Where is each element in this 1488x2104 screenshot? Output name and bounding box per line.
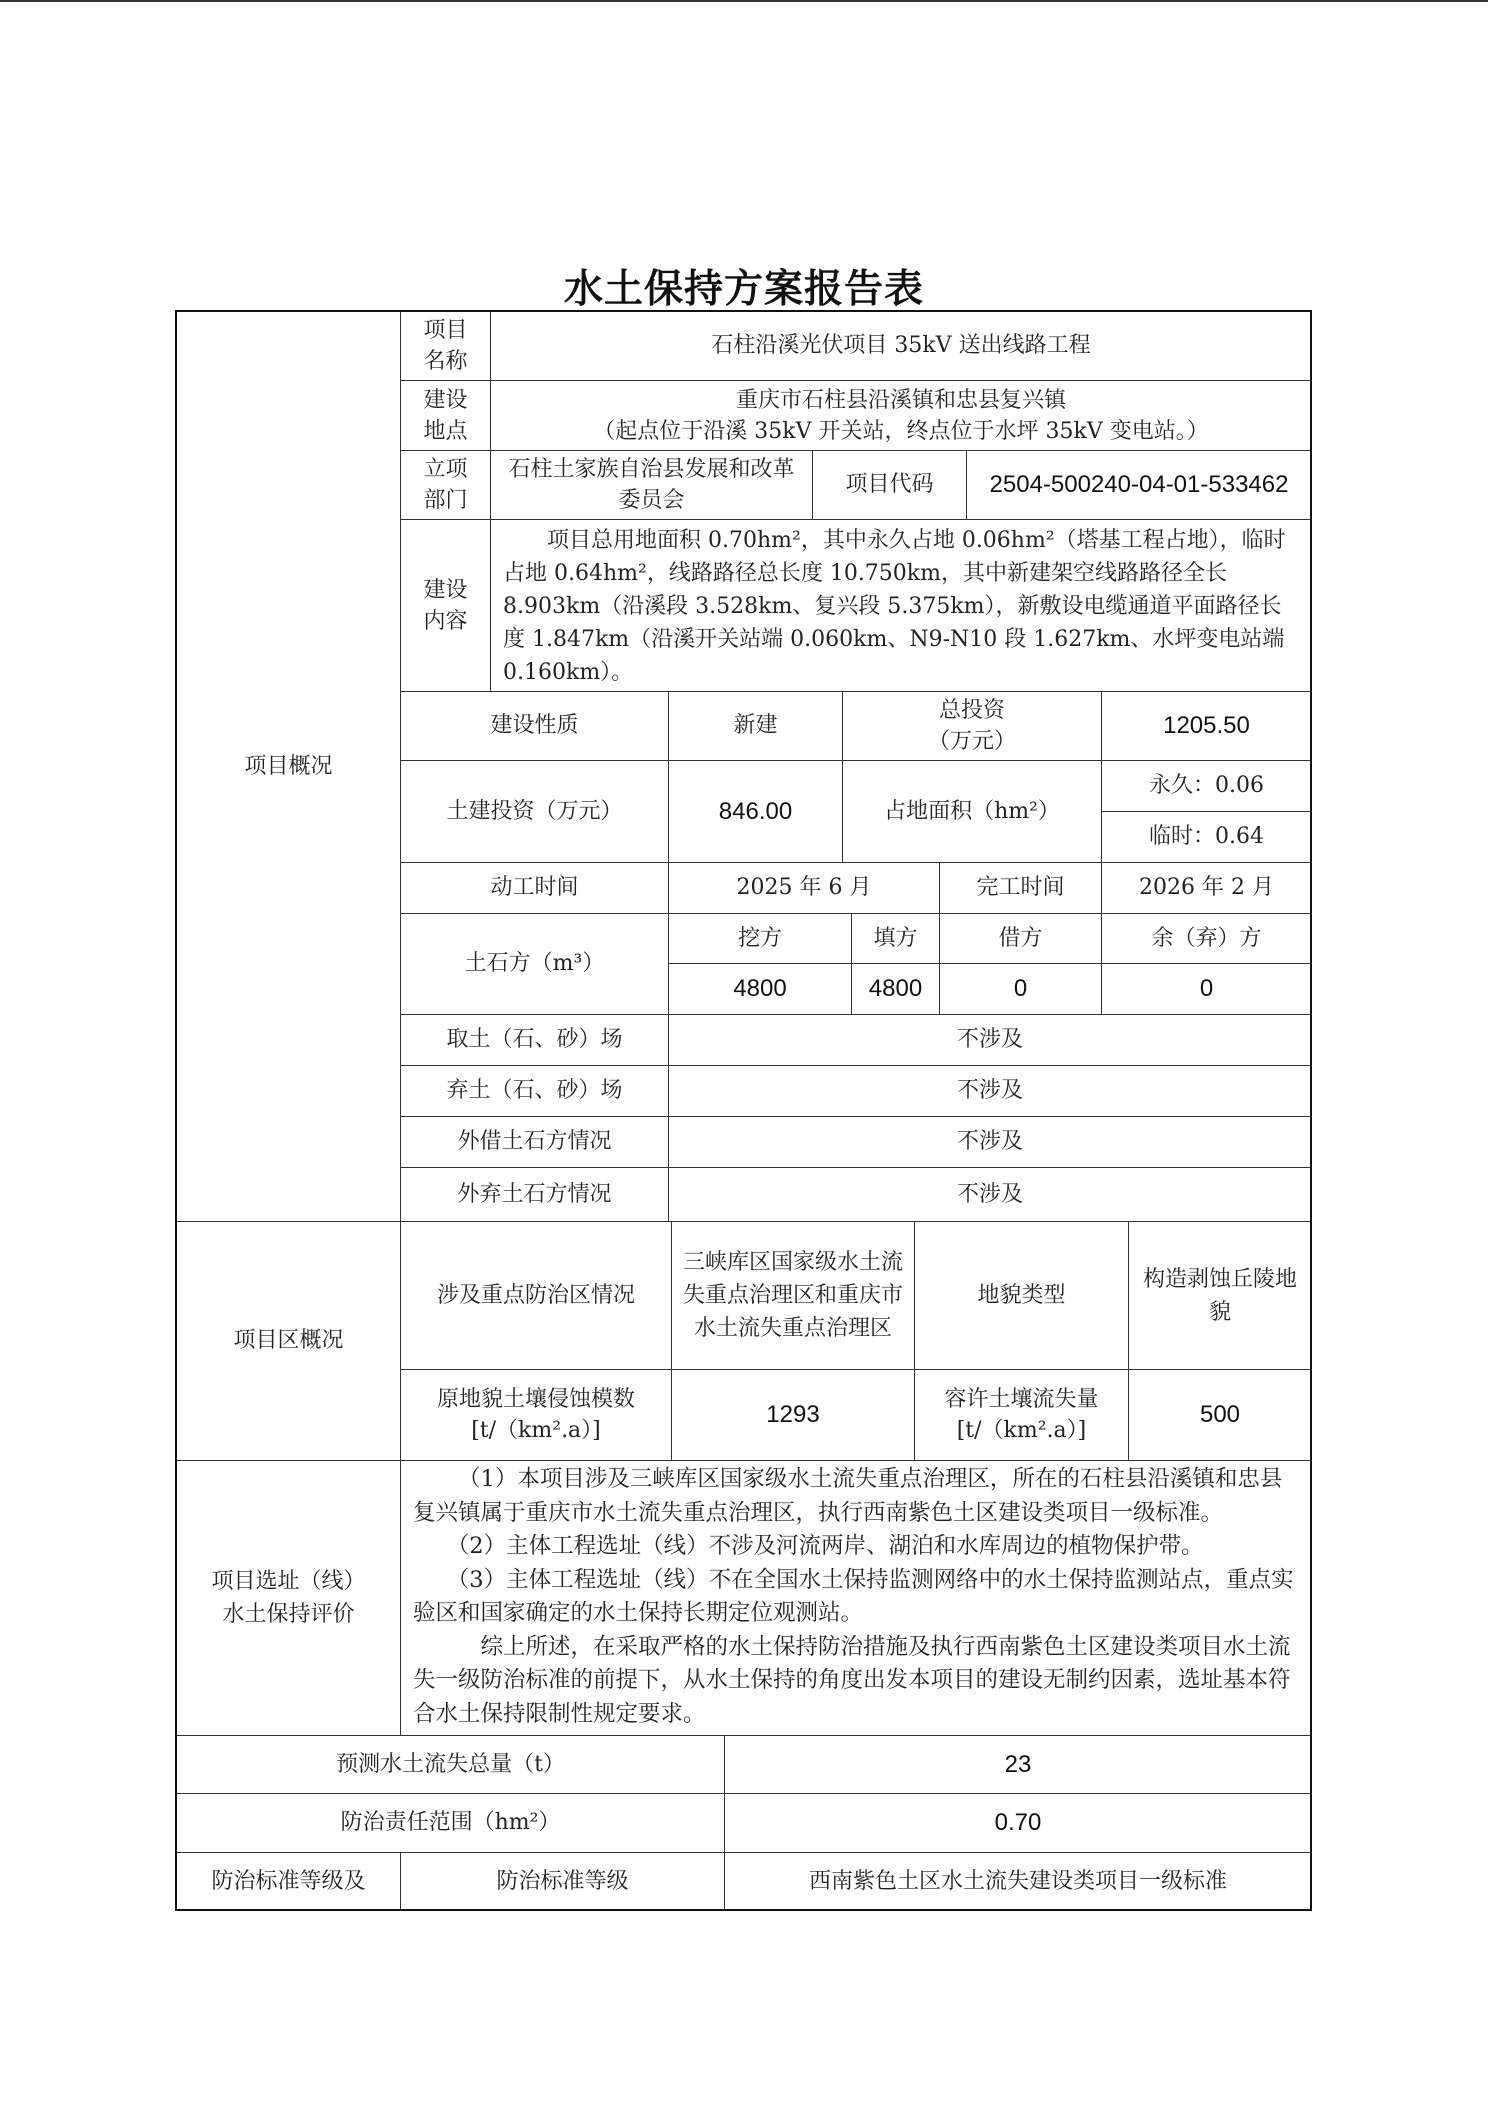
- page-top-border: [0, 0, 1488, 2]
- civil-invest-label: 土建投资（万元）: [400, 760, 669, 863]
- location-label: 建设 地点: [400, 380, 491, 451]
- earthwork-fill-value: 4800: [851, 963, 940, 1015]
- end-label: 完工时间: [939, 862, 1102, 914]
- location-line-1: 重庆市石柱县沿溪镇和忠县复兴镇: [735, 387, 1066, 413]
- land-permanent: 永久：0.06: [1101, 760, 1312, 812]
- spoil-site-label: 弃土（石、砂）场: [400, 1065, 669, 1117]
- section-project-overview: 项目概况: [176, 311, 401, 1222]
- start-value: 2025 年 6 月: [668, 862, 940, 914]
- standard-group-label: 防治标准等级及: [176, 1852, 401, 1911]
- earthwork-label: 土石方（m³）: [400, 913, 669, 1015]
- responsibility-scope-value: 0.70: [724, 1793, 1312, 1853]
- civil-invest-value: 846.00: [668, 760, 843, 863]
- borrow-pit-label: 取土（石、砂）场: [400, 1014, 669, 1066]
- dept: 石柱土家族自治县发展和改革委员会: [490, 450, 813, 520]
- project-name-label: 项目 名称: [400, 311, 491, 381]
- external-borrow-value: 不涉及: [668, 1116, 1312, 1168]
- standard-level-label: 防治标准等级: [400, 1852, 725, 1911]
- total-invest-value: 1205.50: [1101, 691, 1312, 761]
- code-label: 项目代码: [812, 450, 967, 520]
- content-cell: [490, 519, 1312, 692]
- standard-level-value: 西南紫色土区水土流失建设类项目一级标准: [724, 1852, 1312, 1911]
- landform-value: 构造剥蚀丘陵地貌: [1128, 1221, 1312, 1370]
- land-temporary: 临时：0.64: [1101, 811, 1312, 863]
- external-spoil-label: 外弃土石方情况: [400, 1167, 669, 1222]
- earthwork-header-surplus: 余（弃）方: [1101, 913, 1312, 964]
- allowable-loss-value: 500: [1128, 1369, 1312, 1461]
- earthwork-surplus-value: 0: [1101, 963, 1312, 1015]
- borrow-pit-value: 不涉及: [668, 1014, 1312, 1066]
- external-borrow-label: 外借土石方情况: [400, 1116, 669, 1168]
- evaluation-item-2: （2）主体工程选址（线）不涉及河流两岸、湖泊和水库周边的植物保护带。: [446, 1533, 1204, 1559]
- nature-value: 新建: [668, 691, 843, 761]
- earthwork-excavation-value: 4800: [668, 963, 852, 1015]
- evaluation-cell: [400, 1460, 1312, 1736]
- land-area-label: 占地面积（hm²）: [842, 760, 1102, 863]
- location-line-2: （起点位于沿溪 35kV 开关站，终点位于水坪 35kV 变电站。）: [593, 418, 1209, 444]
- end-value: 2026 年 2 月: [1101, 862, 1312, 914]
- predicted-loss-label: 预测水土流失总量（t）: [176, 1735, 725, 1794]
- predicted-loss-value: 23: [724, 1735, 1312, 1794]
- evaluation-item-3: （3）主体工程选址（线）不在全国水土保持监测网络中的水土保持监测站点，重点实验区和国家确定的水土保持长期定位观测站。: [413, 1566, 1294, 1626]
- evaluation-item-1: （1）本项目涉及三峡库区国家级水土流失重点治理区，所在的石柱县沿溪镇和忠县复兴镇属于重庆市水土流失重点治理区，执行西南紫色土区建设类项目一级标准。: [413, 1466, 1283, 1526]
- earthwork-header-borrow: 借方: [939, 913, 1102, 964]
- content-text: 项目总用地面积 0.70hm²，其中永久占地 0.06hm²（塔基工程占地），临时占地 0.64hm²，线路路径总长度 10.750km，其中新建架空线路路径全长 8.903km（沿溪段 3.528km、复兴段 5.375km），新敷设电缆通道平面路径长度 1.847km（沿溪开关站端 0.060km、N9-N10 段 1.627km、水坪变电站端 0.160km）。: [503, 528, 1286, 685]
- earthwork-header-excavation: 挖方: [668, 913, 852, 964]
- project-name: 石柱沿溪光伏项目 35kV 送出线路工程: [490, 311, 1312, 381]
- evaluation-summary: 综上所述，在采取严格的水土保持防治措施及执行西南紫色土区建设类项目水土流失一级防治标准的前提下，从水土保持的角度出发本项目的建设无制约因素，选址基本符合水土保持限制性规定要求。: [413, 1633, 1291, 1727]
- start-label: 动工时间: [400, 862, 669, 914]
- landform-label: 地貌类型: [914, 1221, 1129, 1370]
- total-invest-label: 总投资 （万元）: [842, 691, 1102, 761]
- external-spoil-value: 不涉及: [668, 1167, 1312, 1222]
- erosion-modulus-label: 原地貌土壤侵蚀模数 [t/（km².a）]: [400, 1369, 672, 1461]
- section-siting-evaluation: 项目选址（线） 水土保持评价: [176, 1460, 401, 1736]
- earthwork-header-fill: 填方: [851, 913, 940, 964]
- earthwork-borrow-value: 0: [939, 963, 1102, 1015]
- key-zone-value: 三峡库区国家级水土流失重点治理区和重庆市水土流失重点治理区: [671, 1221, 915, 1370]
- allowable-loss-label: 容许土壤流失量 [t/（km².a）]: [914, 1369, 1129, 1461]
- responsibility-scope-label: 防治责任范围（hm²）: [176, 1793, 725, 1853]
- key-zone-label: 涉及重点防治区情况: [400, 1221, 672, 1370]
- page-title: 水土保持方案报告表: [563, 266, 924, 312]
- nature-label: 建设性质: [400, 691, 669, 761]
- location-cell: [490, 380, 1312, 451]
- erosion-modulus-value: 1293: [671, 1369, 915, 1461]
- content-label: 建设 内容: [400, 519, 491, 692]
- project-code: 2504-500240-04-01-533462: [966, 450, 1312, 520]
- section-area-overview: 项目区概况: [176, 1221, 401, 1461]
- dept-label: 立项 部门: [400, 450, 491, 520]
- spoil-site-value: 不涉及: [668, 1065, 1312, 1117]
